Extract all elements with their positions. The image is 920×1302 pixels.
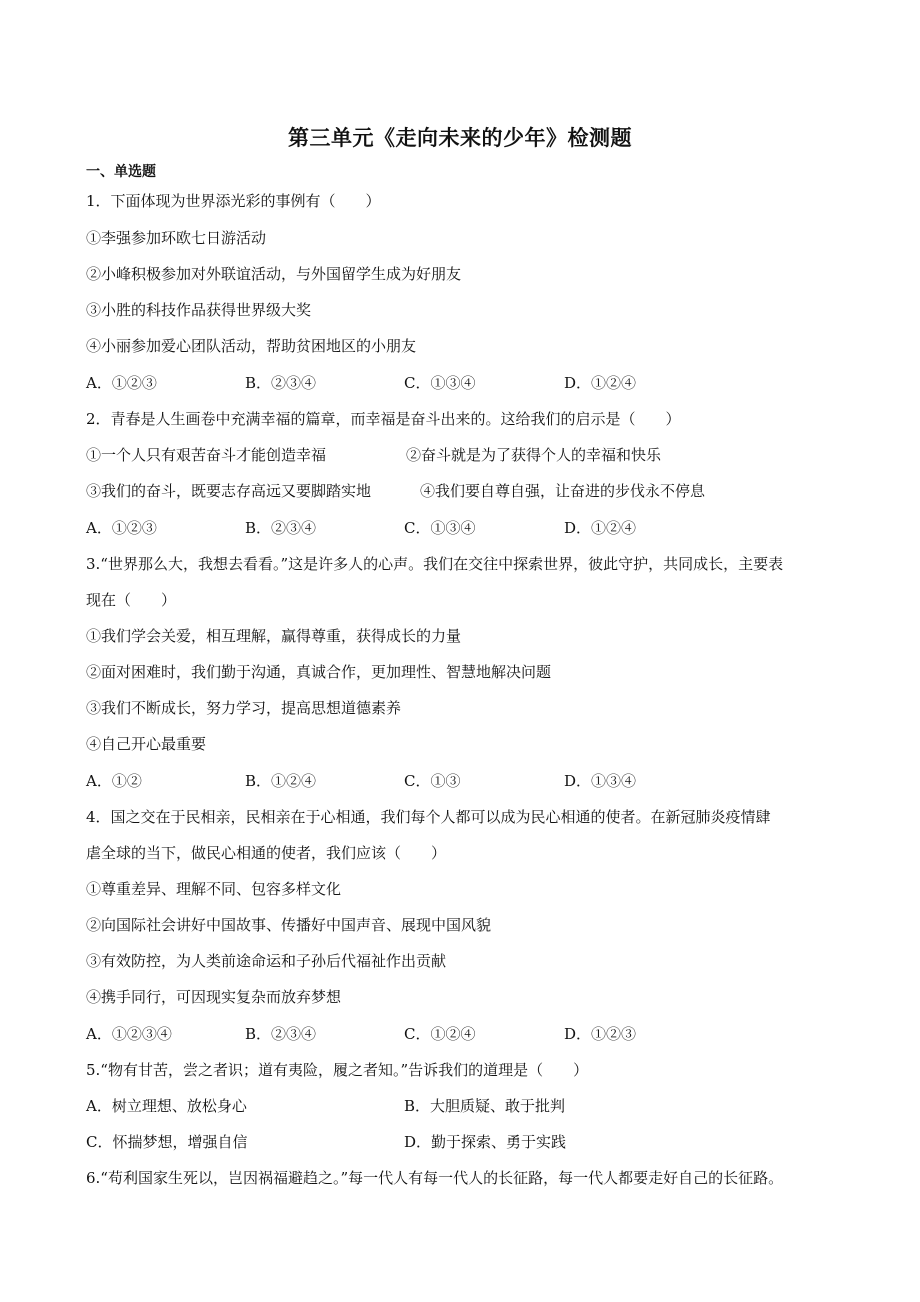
question-1-statement-4: ④小丽参加爱心团队活动，帮助贫困地区的小朋友 — [86, 337, 417, 355]
question-5-option-a[interactable]: A．树立理想、放松身心 — [86, 1097, 247, 1115]
question-4-option-a[interactable]: A．①②③④ — [86, 1025, 172, 1043]
question-3-option-b[interactable]: B．①②④ — [245, 772, 317, 790]
question-3-option-d[interactable]: D．①③④ — [564, 772, 637, 790]
question-5-option-d[interactable]: D．勤于探索、勇于实践 — [404, 1133, 567, 1151]
question-1-statement-2: ②小峰积极参加对外联谊活动，与外国留学生成为好朋友 — [86, 265, 462, 283]
question-4-statement-4: ④携手同行，可因现实复杂而放弃梦想 — [86, 988, 342, 1006]
question-3-stem-line-1: 3.“世界那么大，我想去看看。”这是许多人的心声。我们在交往中探索世界，彼此守护，共同成长，主要表 — [86, 555, 784, 573]
question-6-stem: 6.“苟利国家生死以，岂因祸福避趋之。”每一代人有每一代人的长征路，每一代人都要走好自己的长征路。 — [86, 1169, 784, 1187]
question-2-option-c[interactable]: C．①③④ — [404, 519, 476, 537]
question-4-option-b[interactable]: B．②③④ — [245, 1025, 317, 1043]
question-1-statement-1: ①李强参加环欧七日游活动 — [86, 229, 267, 247]
question-1-stem: 1．下面体现为世界添光彩的事例有（ ） — [86, 192, 381, 210]
question-4-stem-line-1: 4．国之交在于民相亲，民相亲在于心相通，我们每个人都可以成为民心相通的使者。在新冠肺炎疫情肆 — [86, 808, 771, 826]
question-1-statement-3: ③小胜的科技作品获得世界级大奖 — [86, 301, 312, 319]
question-2-statement-4: ④我们要自尊自强，让奋进的步伐永不停息 — [420, 482, 706, 500]
question-3-option-c[interactable]: C．①③ — [404, 772, 461, 790]
question-2-option-a[interactable]: A．①②③ — [86, 519, 157, 537]
question-4-option-d[interactable]: D．①②③ — [564, 1025, 637, 1043]
question-1-option-a[interactable]: A．①②③ — [86, 374, 157, 392]
question-4-option-c[interactable]: C．①②④ — [404, 1025, 476, 1043]
question-2-option-d[interactable]: D．①②④ — [564, 519, 637, 537]
question-1-option-b[interactable]: B．②③④ — [245, 374, 317, 392]
question-1-option-d[interactable]: D．①②④ — [564, 374, 637, 392]
question-3-statement-3: ③我们不断成长，努力学习，提高思想道德素养 — [86, 699, 402, 717]
question-2-option-b[interactable]: B．②③④ — [245, 519, 317, 537]
page-title: 第三单元《走向未来的少年》检测题 — [288, 126, 632, 150]
question-5-option-c[interactable]: C．怀揣梦想，增强自信 — [86, 1133, 248, 1151]
question-5-stem: 5.“物有甘苦，尝之者识；道有夷险，履之者知。”告诉我们的道理是（ ） — [86, 1061, 589, 1079]
question-3-statement-2: ②面对困难时，我们勤于沟通，真诚合作，更加理性、智慧地解决问题 — [86, 663, 552, 681]
question-3-option-a[interactable]: A．①② — [86, 772, 142, 790]
question-4-statement-2: ②向国际社会讲好中国故事、传播好中国声音、展现中国风貌 — [86, 916, 492, 934]
question-2-statement-1: ①一个人只有艰苦奋斗才能创造幸福 — [86, 446, 327, 464]
question-3-stem-line-2: 现在（ ） — [86, 591, 177, 609]
question-2-statement-3: ③我们的奋斗，既要志存高远又要脚踏实地 — [86, 482, 372, 500]
question-4-stem-line-2: 虐全球的当下，做民心相通的使者，我们应该（ ） — [86, 844, 447, 862]
question-5-option-b[interactable]: B．大胆质疑、敢于批判 — [404, 1097, 566, 1115]
question-3-statement-4: ④自己开心最重要 — [86, 735, 207, 753]
question-1-option-c[interactable]: C．①③④ — [404, 374, 476, 392]
question-2-statement-2: ②奋斗就是为了获得个人的幸福和快乐 — [406, 446, 662, 464]
section-heading: 一、单选题 — [86, 164, 156, 180]
question-2-stem: 2．青春是人生画卷中充满幸福的篇章，而幸福是奋斗出来的。这给我们的启示是（ ） — [86, 410, 681, 428]
question-4-statement-3: ③有效防控，为人类前途命运和子孙后代福祉作出贡献 — [86, 952, 447, 970]
question-4-statement-1: ①尊重差异、理解不同、包容多样文化 — [86, 880, 342, 898]
question-3-statement-1: ①我们学会关爱，相互理解，赢得尊重，获得成长的力量 — [86, 627, 462, 645]
